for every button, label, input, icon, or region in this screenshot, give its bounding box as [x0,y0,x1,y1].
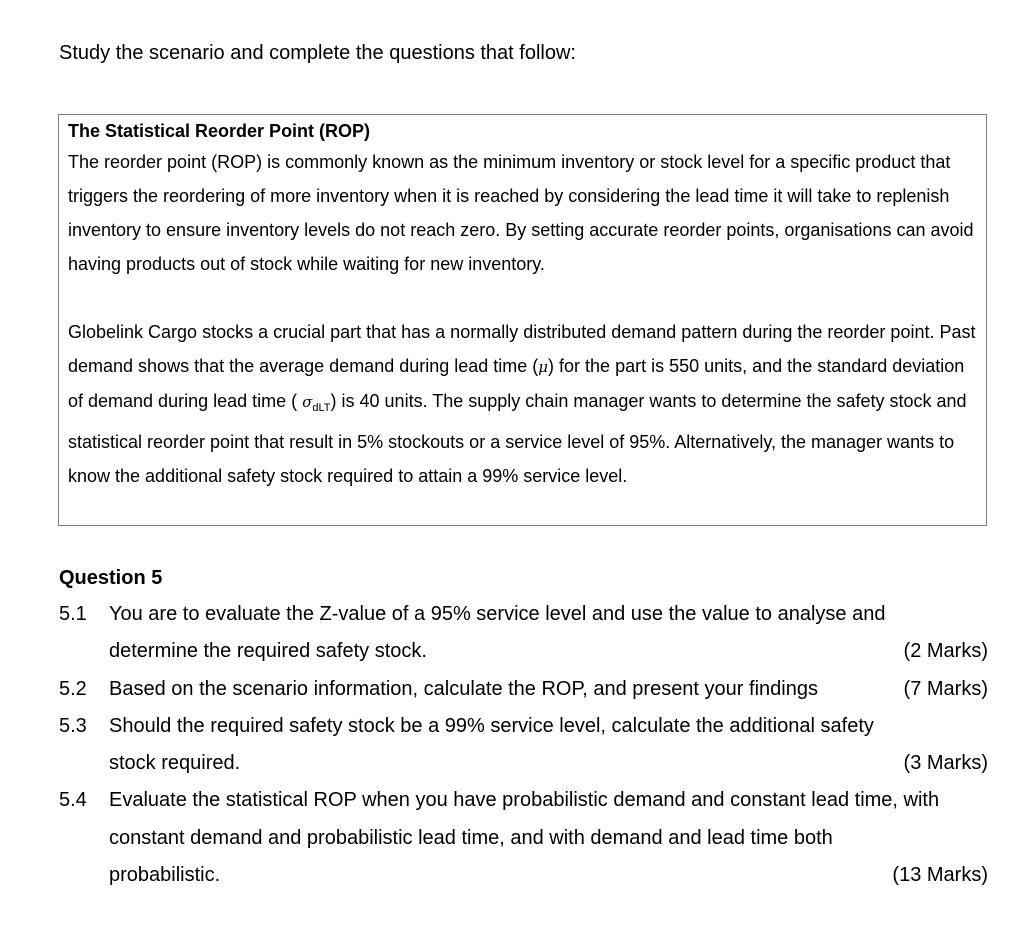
question-item-5-2 [59,671,988,708]
question-item-5-1 [59,596,988,671]
sigma-symbol: σ [302,393,313,411]
question-text-end: Based on the scenario information, calculate the ROP, and present your findings [109,677,818,700]
scenario-box [58,114,987,526]
question-last-line [109,745,988,782]
question-item-5-4 [59,782,988,894]
paragraph-spacer [68,281,978,315]
question-number: 5.2 [59,677,87,700]
question-marks: (7 Marks) [903,677,988,700]
question-number: 5.4 [59,789,87,812]
paragraph2-part-a: Globelink Cargo stocks a crucial part that has a normally distributed demand pattern during the reorder point. Past demand shows that the average demand during lead time ( [68,322,976,376]
mu-symbol: μ [538,358,549,376]
question-marks: (3 Marks) [903,752,988,775]
question-text: Evaluate the statistical ROP when you have probabilistic demand and constant lead time, with constant demand and probabilistic lead time, and with demand and lead time both [109,789,940,849]
question-marks: (13 Marks) [892,864,988,887]
question-number: 5.3 [59,714,87,737]
question-number: 5.1 [59,603,87,625]
question-text-end: probabilistic. [109,864,221,887]
question-text: You are to evaluate the Z-value of a 95% service level and use the value to analyse and [109,603,886,625]
scenario-title: The Statistical Reorder Point (ROP) [68,121,371,141]
sigma-dlt-symbol [302,393,331,414]
question-text-end: determine the required safety stock. [109,640,427,663]
question-heading: Question 5 [59,567,163,589]
question-list [59,596,988,894]
paragraph2-part-b: ) for the part is 550 units, and the standard deviation of demand during lead time ( [68,356,965,411]
question-text: Should the required safety stock be a 99% service level, calculate the additional safety [109,714,874,737]
question-item-5-3 [59,708,988,783]
question-last-line [109,671,988,708]
paragraph2-part-c: ) is 40 units. The supply chain manager wants to determine the safety stock and statistical reorder point that result in 5% stockouts or a service level of 95%. Alternatively, the manager wants to know the additional safety stock required to attain a 99% service level. [68,391,967,486]
question-last-line [109,633,988,670]
scenario-paragraph-rop-definition: The reorder point (ROP) is commonly known as the minimum inventory or stock level for a specific product that triggers the reordering of more inventory when it is reached by considering the lead time it will take to replenish inventory to ensure inventory levels do not reach zero. By setting accurate reorder points, organisations can avoid having products out of stock while waiting for new inventory. [68,152,974,274]
question-text-end: stock required. [109,752,241,775]
question-last-line [109,857,988,894]
intro-instruction: Study the scenario and complete the questions that follow: [59,42,576,64]
sigma-subscript: dLT [312,402,331,414]
question-marks: (2 Marks) [903,640,988,663]
scenario-paragraph-globelink [68,315,978,493]
